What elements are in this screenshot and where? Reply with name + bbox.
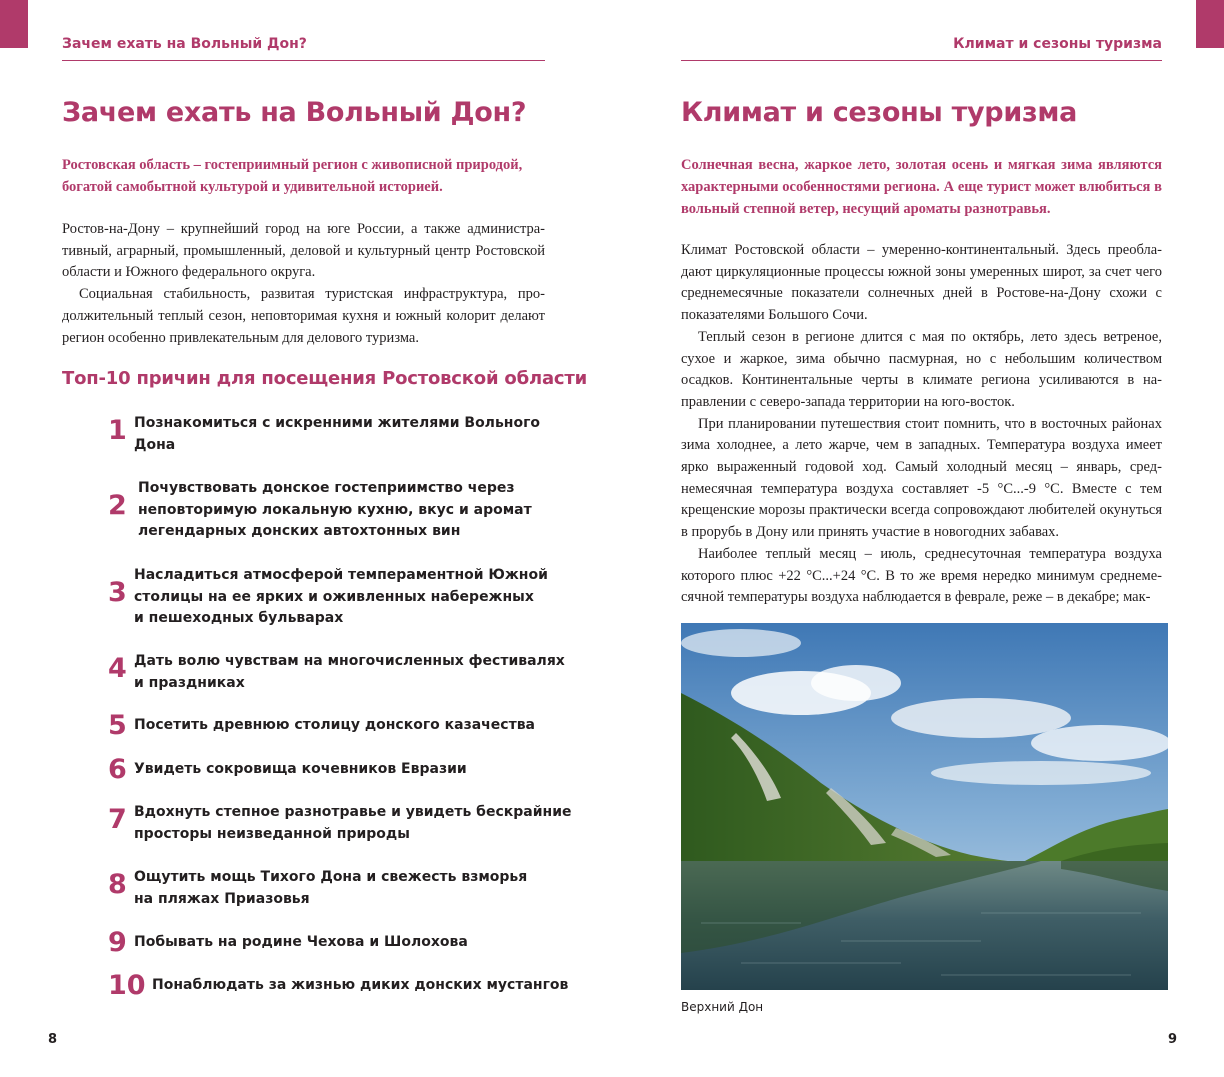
item-text [134,932,468,954]
page-corner-tab-left [0,0,28,48]
item-line: Увидеть сокровища кочевников Евразии [134,761,467,777]
item-number: 9 [108,927,127,958]
paragraph: При планировании путешествия стоит помнить, что в восточных районах зима холоднее, а лето жарче, чем в западных. Температура воздуха имеет ярко выраженный годовой ход. Самый холодный месяц – январь, среднемесячная температура воздуха составляет -5 °С...-9 °С. Вместе с тем крещенские морозы практически всегда сопровождают любителей окунуться в прорубь в Дону или принять участие в новогодних забавах. [681,415,1162,541]
item-line: Познакомиться с искренними жителями Вольного [134,415,541,431]
lead-left-line-2: богатой самобытной культурой и удивительной историей. [62,179,443,195]
top10-heading: Топ-10 причин для посещения Ростовской области [62,368,588,389]
item-text [134,413,540,456]
item-line: легендарных донских автохтонных вин [138,523,461,540]
item-text [134,867,527,910]
item-line: Дона [134,436,176,453]
item-text [134,759,467,781]
item-line: столицы на ее ярких и оживленных набережных [134,588,534,605]
item-line: на пляжах Приазовья [134,890,310,907]
item-line: и праздниках [134,674,245,691]
item-line: Побывать на родине Чехова и Шолохова [134,934,468,950]
paragraph: Ростов-на-Дону – крупнейший город на юге России, а также административный, аграрный, промышленный, деловой и культурный центр Ростовской области и Южного федерального округа. [62,221,545,281]
page-title-left: Зачем ехать на Вольный Дон? [62,97,527,128]
item-line: Вдохнуть степное разнотравье и увидеть бескрайние [134,804,572,820]
item-number: 10 [108,970,146,1001]
item-line: Посетить древнюю столицу донского казачества [134,717,535,733]
item-line: Почувствовать донское гостеприимство через [138,480,515,496]
item-text [134,715,535,737]
lead-right: Солнечная весна, жаркое лето, золотая осень и мягкая зима являются характерными особенностями региона. А еще турист может влюбиться в вольный степной ветер, несущий ароматы разнотравья. [681,157,1162,217]
item-number: 7 [108,804,127,835]
item-text [134,651,565,694]
item-line: неповторимую локальную кухню, вкус и аромат [138,501,532,518]
paragraph: Климат Ростовской области – умеренно-континентальный. Здесь преобладают циркуляционные процессы южной зоны умеренных широт, за счет чего среднемесячные показатели солнечных дней в Ростове-на-Дону схожи с показателями Большого Сочи. [681,242,1162,324]
paragraph: Социальная стабильность, развитая туристская инфраструктура, продолжительный теплый сезон, неповторимая кухня и южный колорит делают регион особенно привлекательным для делового туризма. [62,286,545,346]
item-text [134,802,572,845]
running-head-left: Зачем ехать на Вольный Дон? [62,36,545,61]
running-head-right: Климат и сезоны туризма [681,36,1162,61]
item-text [152,975,568,997]
item-text [138,478,532,543]
item-text [134,565,548,630]
item-number: 8 [108,869,127,900]
item-number: 5 [108,710,127,741]
river-photo [681,623,1168,990]
page-number-left: 8 [48,1032,58,1047]
item-line: Понаблюдать за жизнью диких донских мустангов [152,977,569,993]
item-number: 2 [108,490,127,521]
paragraph: Теплый сезон в регионе длится с мая по октябрь, лето здесь ветреное, сухое и жаркое, зима обычно пасмурная, но с небольшим количеством осадков. Континентальные черты в климате региона усиливаются в направлении с северо-запада территории на юго-восток. [681,328,1162,410]
lead-left [62,154,545,198]
paragraph: Наиболее теплый месяц – июль, среднесуточная температура воздуха которого плюс +22 °С...+24 °С. В то же время нередко минимум среднемесячной температуры воздуха наблюдается в феврале, реже – в декабре; мак- [681,545,1162,606]
item-number: 1 [108,415,127,446]
body-text-right [681,240,1162,609]
item-number: 6 [108,754,127,785]
item-line: и пешеходных бульварах [134,610,344,627]
item-line: Насладиться атмосферой темпераментной Южной [134,567,548,583]
item-line: Ощутить мощь Тихого Дона и свежесть взморья [134,869,528,885]
photo-caption: Верхний Дон [681,1000,764,1014]
item-number: 4 [108,653,127,684]
item-line: Дать волю чувствам на многочисленных фестивалях [134,653,565,669]
item-number: 3 [108,577,127,608]
lead-left-line-1: Ростовская область – гостеприимный регион с живописной природой, [62,157,523,173]
page-corner-tab-right [1196,0,1224,48]
item-line: просторы неизведанной природы [134,825,410,842]
body-text-left [62,219,545,349]
page-number-right: 9 [1168,1032,1178,1047]
page-title-right: Климат и сезоны туризма [681,97,1078,128]
